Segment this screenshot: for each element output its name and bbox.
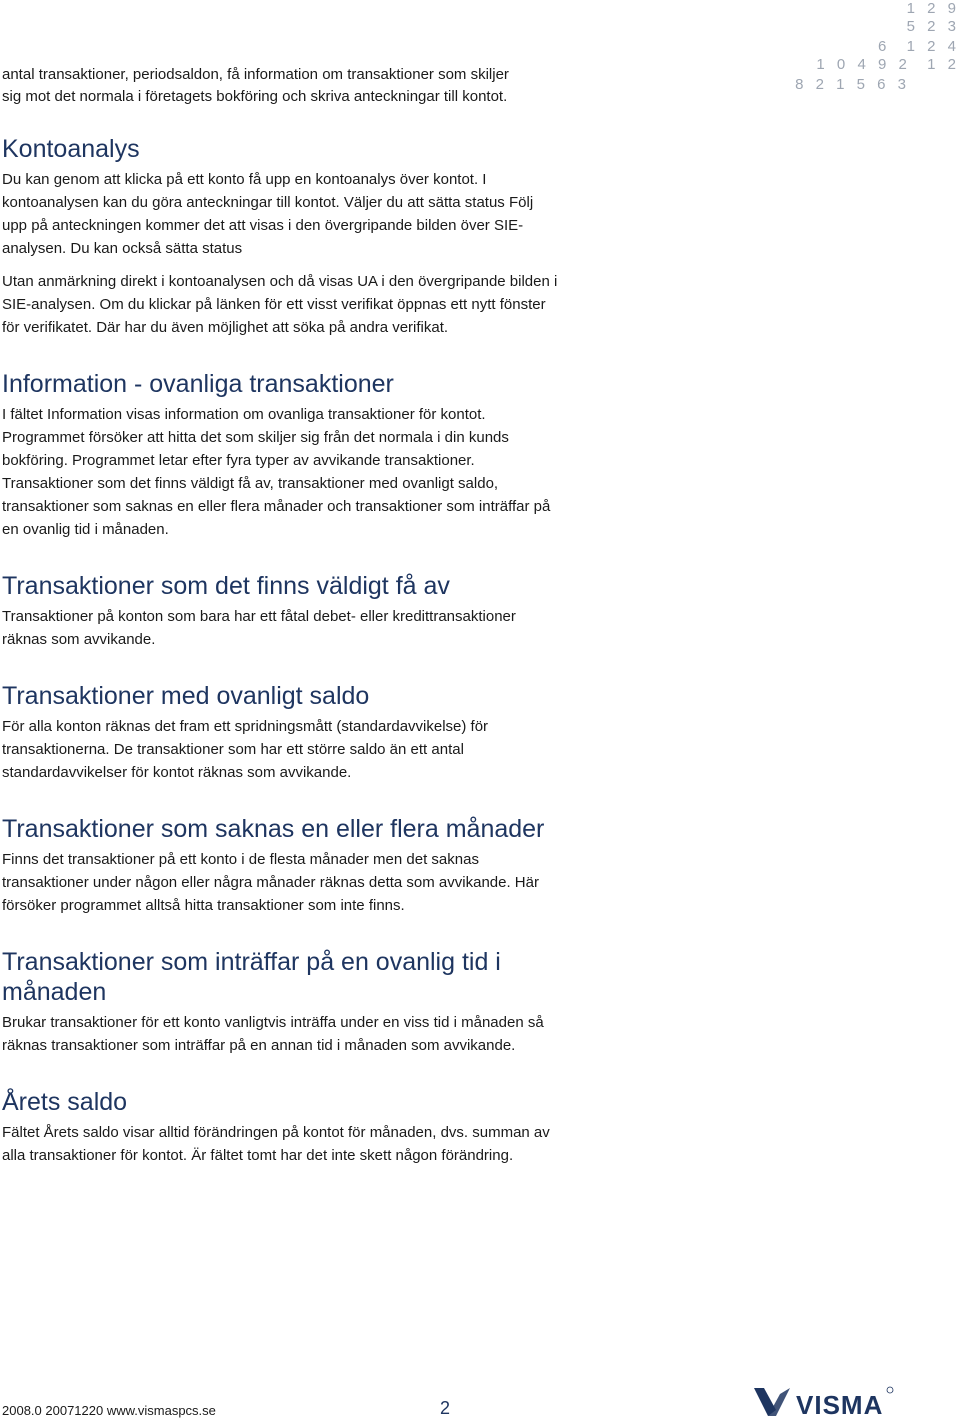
footer-info: 2008.0 20071220 www.vismaspcs.se: [2, 1403, 216, 1418]
number-row: 1 0 4 9 2 1 2: [816, 56, 960, 73]
section-body: [2, 1121, 562, 1167]
main-content: [2, 134, 562, 1167]
section-information: [2, 369, 562, 541]
logo-wordmark: VISMA: [796, 1390, 884, 1418]
intro-paragraph: [2, 64, 562, 108]
section-heading: Information - ovanliga transaktioner: [2, 370, 394, 398]
paragraph: Transaktioner på konton som bara har ett fåtal debet- eller kredittransaktioner räknas som avvikande.: [2, 608, 516, 648]
paragraph: Brukar transaktioner för ett konto vanligtvis inträffa under en viss tid i månaden så räknas transaktioner som inträffar på en annan tid i månaden som avvikande.: [2, 1014, 544, 1054]
section-heading: Årets saldo: [2, 1088, 128, 1116]
paragraph: Fältet Årets saldo visar alltid förändringen på kontot för månaden, dvs. summan av alla transaktioner för kontot. Är fältet tomt har det inte skett någon förändring.: [2, 1124, 550, 1164]
section-heading: Kontoanalys: [2, 135, 140, 163]
section-heading: Transaktioner med ovanligt saldo: [2, 682, 370, 710]
number-row: 8 2 1 5 6 3: [795, 76, 910, 93]
paragraph: I fältet Information visas information om ovanliga transaktioner för kontot. Programmet försöker att hitta det som skiljer sig från det normala i din kunds bokföring. Programmet letar efter fyra typer av avvikande transaktioner. Transaktioner som det finns väldigt få av, transaktioner med ovanligt saldo, transaktioner som saknas en eller flera månader och transaktioner som inträffar på en ovanlig tid i månaden.: [2, 406, 551, 538]
section-heading: Transaktioner som det finns väldigt få av: [2, 572, 450, 600]
page-footer: [2, 1390, 960, 1419]
number-row: 1 2 9: [906, 0, 960, 17]
section-few-transactions: [2, 571, 562, 651]
section-kontoanalys: [2, 134, 562, 339]
paragraph: För alla konton räknas det fram ett spridningsmått (standardavvikelse) för transaktionerna. De transaktioner som har ett större saldo än ett antal standardavvikelser för kontot räknas som avvikande.: [2, 718, 489, 781]
intro-line: antal transaktioner, periodsaldon, få information om transaktioner som skiljer: [2, 66, 509, 83]
paragraph: Utan anmärkning direkt i kontoanalysen och då visas UA i den övergripande bilden i SIE-analysen. Om du klickar på länken för ett visst verifikat öppnas ett nytt fönster för verifikatet. Där har du även möjlighet att söka på andra verifikat.: [2, 273, 558, 336]
section-body: [2, 848, 562, 917]
decorative-number-grid: [795, 0, 960, 96]
section-body: [2, 605, 562, 651]
visma-logo: [754, 1386, 894, 1418]
intro-line: sig mot det normala i företagets bokföring och skriva anteckningar till kontot.: [2, 88, 508, 105]
section-body: [2, 403, 562, 541]
paragraph: Du kan genom att klicka på ett konto få upp en kontoanalys över kontot. I kontoanalysen kan du göra anteckningar till kontot. Väljer du att sätta status Följ upp på anteckningen kommer det att visas i den övergripande bilden över SIE-analysen. Du kan också sätta status: [2, 171, 534, 257]
section-arets-saldo: [2, 1087, 562, 1167]
section-missing-months: [2, 814, 562, 917]
page-number: 2: [440, 1398, 451, 1418]
section-heading: Transaktioner som saknas en eller flera månader: [2, 815, 545, 843]
number-row: 6 1 2 4: [877, 38, 960, 55]
section-heading: Transaktioner som inträffar på en ovanlig tid i månaden: [2, 948, 501, 1006]
section-unusual-time: [2, 947, 562, 1057]
paragraph: Finns det transaktioner på ett konto i de flesta månader men det saknas transaktioner under någon eller några månader räknas detta som avvikande. Här försöker programmet alltså hitta transaktioner som inte finns.: [2, 851, 539, 914]
section-body: [2, 168, 562, 339]
section-unusual-balance: [2, 681, 562, 784]
section-body: [2, 1011, 562, 1057]
section-body: [2, 715, 562, 784]
number-row: 5 2 3: [906, 18, 960, 35]
